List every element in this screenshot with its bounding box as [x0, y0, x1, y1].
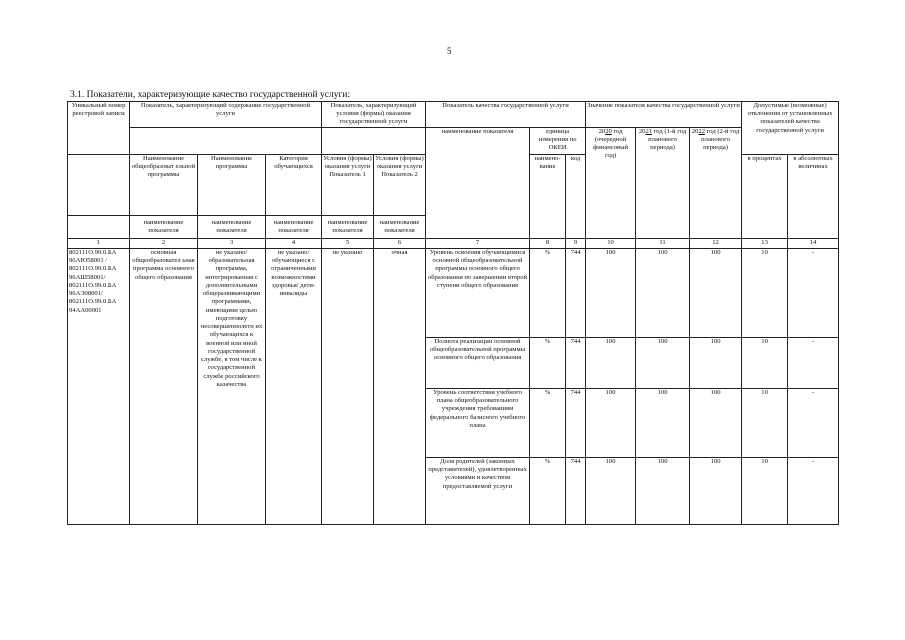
unit-cell: %	[530, 338, 566, 389]
header-naim-pokaz-2: наименование показателя	[130, 216, 198, 239]
header-quality-indicator: Показатель качества государственной услуги	[426, 102, 586, 128]
column-number: 7	[426, 239, 530, 249]
unit-cell: %	[530, 389, 566, 458]
abs-cell: -	[788, 338, 839, 389]
header-col6-name: Условия (формы) оказания услуги Показатель 2	[374, 155, 426, 216]
page-number: 5	[447, 46, 452, 56]
category-cell: не указано/ обучающиеся с ограниченными возможностями здоровья/ дети-инвалиды	[266, 249, 322, 525]
header-year-1: 2020 год (очередной финансовый год)	[586, 127, 636, 238]
column-number: 12	[690, 239, 742, 249]
header-indicator-name: наименование показателя	[426, 127, 530, 238]
pct-cell: 10	[742, 458, 788, 525]
indicator-cell: Уровень освоения обучающимися основной общеобразовательной программы основного общего образования по завершении второй ступени общего образования	[426, 249, 530, 338]
table-row	[68, 249, 839, 338]
header-naim-pokaz-5: наименование показателя	[322, 216, 374, 239]
column-number: 2	[130, 239, 198, 249]
value-cell: 100	[586, 389, 636, 458]
header-unique-number: Уникальный номер реестровой записи	[68, 102, 130, 155]
value-cell: 100	[690, 249, 742, 338]
header-naim-pokaz-6: наименование показателя	[374, 216, 426, 239]
column-number: 8	[530, 239, 566, 249]
column-number: 5	[322, 239, 374, 249]
value-cell: 100	[636, 458, 690, 525]
program-cell: основная общеобразовател ьная программа основного общего образования	[130, 249, 198, 525]
column-number: 11	[636, 239, 690, 249]
column-number: 1	[68, 239, 130, 249]
column-number: 4	[266, 239, 322, 249]
unit-cell: %	[530, 458, 566, 525]
value-cell: 100	[586, 249, 636, 338]
header-deviations: Допустимые (возможные) отклонения от установленных показателей качества государственной услуги	[742, 102, 839, 155]
header-service-conditions: Показатель, характеризующий условия (формы) оказания государственной услуги	[322, 102, 426, 128]
value-cell: 100	[636, 338, 690, 389]
condition2-cell: очная	[374, 249, 426, 525]
column-number: 13	[742, 239, 788, 249]
column-number: 6	[374, 239, 426, 249]
header-col3-name: Наименование программы	[198, 155, 266, 216]
indicator-cell: Полнота реализации основной общеобразовательной программы основного общего образования	[426, 338, 530, 389]
code-cell: 744	[566, 389, 586, 458]
header-quality-value: Значение показателя качества государственной услуги	[586, 102, 742, 128]
pct-cell: 10	[742, 249, 788, 338]
column-number: 3	[198, 239, 266, 249]
header-col4-name: Категория обучающихся	[266, 155, 322, 216]
quality-indicators-table	[67, 101, 839, 525]
column-number: 14	[788, 239, 839, 249]
header-unit-name: наимено-вание	[530, 155, 566, 239]
section-title: 3.1. Показатели, характеризующие качество государственной услуги:	[70, 90, 351, 100]
header-naim-pokaz-4: наименование показателя	[266, 216, 322, 239]
header-service-content: Показатель, характеризующий содержание государственной услуги	[130, 102, 322, 128]
column-numbers-row	[68, 239, 839, 249]
column-number: 9	[566, 239, 586, 249]
value-cell: 100	[586, 338, 636, 389]
value-cell: 100	[690, 338, 742, 389]
header-year-3: 2022 год (2-й год планового периода)	[690, 127, 742, 238]
header-naim-pokaz-3: наименование показателя	[198, 216, 266, 239]
value-cell: 100	[636, 249, 690, 338]
indicator-cell: Уровень соответствия учебного плана общеобразовательного учреждения требованиям федерального базисного учебного плана	[426, 389, 530, 458]
column-number: 10	[586, 239, 636, 249]
pct-cell: 10	[742, 338, 788, 389]
code-cell: 744	[566, 458, 586, 525]
code-cell: 744	[566, 338, 586, 389]
header-year-2: 2021 год (1-й год планового периода)	[636, 127, 690, 238]
header-in-percent: в процентах	[742, 155, 788, 239]
header-col2-name: Наименование общеобразоват ельной программы	[130, 155, 198, 216]
value-cell: 100	[586, 458, 636, 525]
value-cell: 100	[690, 389, 742, 458]
header-unit-okei: единица измерения по ОКЕИ	[530, 127, 586, 154]
unit-cell: %	[530, 249, 566, 338]
registry-numbers: 802111О.99.0.БА 96АЮ58001 / 802111О.99.0.БА 96АШ58001/ 802111О.99.0.БА 96АЭ08001/ 802111О.99.0.БА 94АА00001	[68, 249, 130, 525]
header-unit-code: код	[566, 155, 586, 239]
indicator-cell: Доля родителей (законных представителей), удовлетворенных условиями и качеством предоставляемой услуги	[426, 458, 530, 525]
abs-cell: -	[788, 389, 839, 458]
header-col5-name: Условия (формы) оказания услуги Показатель 1	[322, 155, 374, 216]
program-name-cell: не указано/ образовательная программа, интегрированная с дополнительными общеразвивающими программами, имеющими целью подготовку несовершеннолетн их обучающихся к военной или иной государственной службе, в том числе к государственной службе российского казачества	[198, 249, 266, 525]
condition1-cell: не указано	[322, 249, 374, 525]
code-cell: 744	[566, 249, 586, 338]
header-in-absolute: в абсолютных величинах	[788, 155, 839, 239]
pct-cell: 10	[742, 389, 788, 458]
value-cell: 100	[690, 458, 742, 525]
value-cell: 100	[636, 389, 690, 458]
abs-cell: -	[788, 458, 839, 525]
abs-cell: -	[788, 249, 839, 338]
